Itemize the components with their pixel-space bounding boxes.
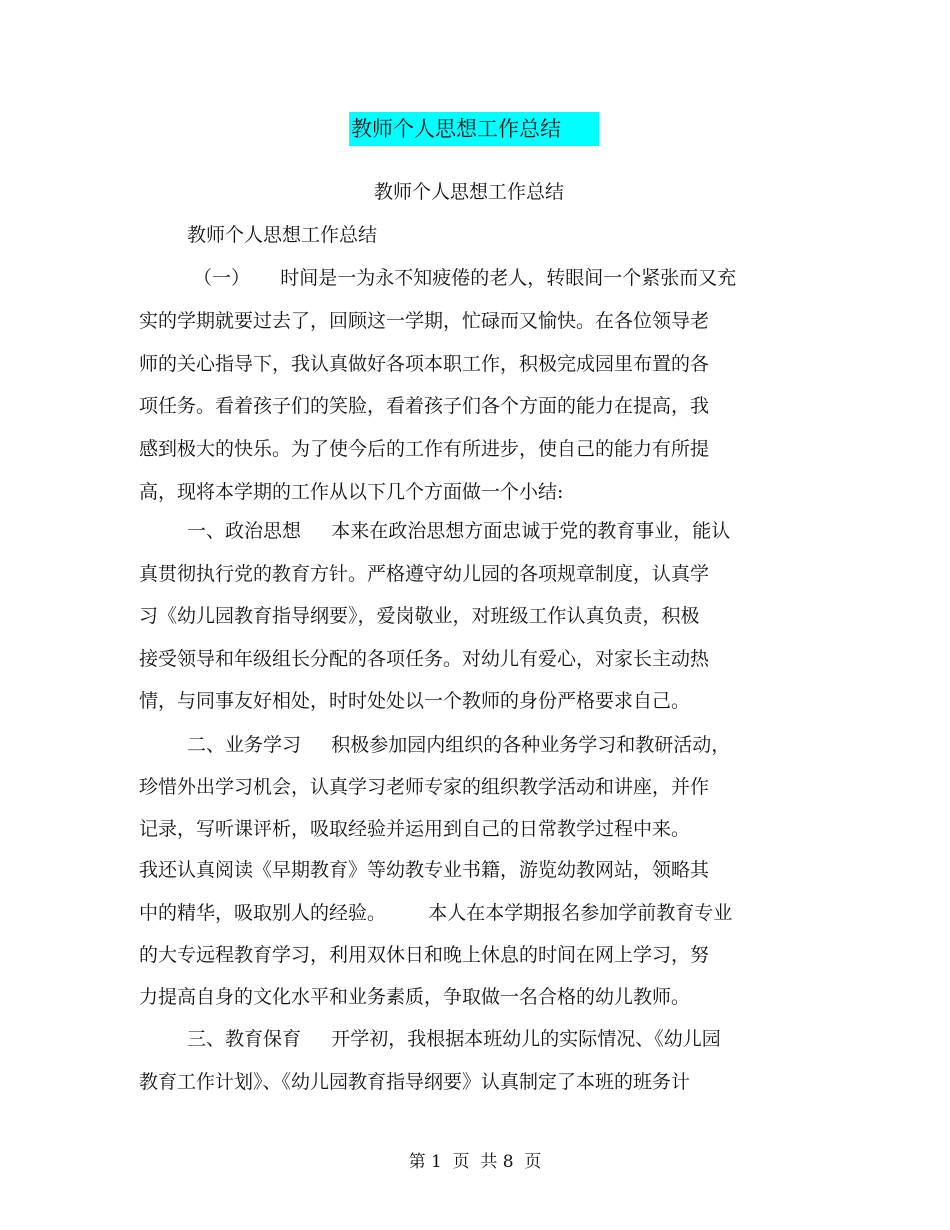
body-line: 的大专远程教育学习，利用双休日和晚上休息的时间在网上学习，努 — [139, 944, 710, 966]
body-line: 我还认真阅读《早期教育》等幼教专业书籍，游览幼教网站，领略其 — [139, 859, 710, 881]
section-heading-line: 一、政治思想 本来在政治思想方面忠诚于党的教育事业，能认 — [187, 520, 731, 542]
document-subtitle: 教师个人思想工作总结 — [373, 181, 564, 203]
body-line: 珍惜外出学习机会，认真学习老师专家的组织教学活动和讲座，并作 — [139, 776, 710, 798]
body-line: 实的学期就要过去了，回顾这一学期，忙碌而又愉快。在各位领导老 — [139, 310, 710, 332]
body-line: 情，与同事友好相处，时时处处以一个教师的身份严格要求自己。 — [139, 690, 691, 712]
section-heading-line: 二、业务学习 积极参加园内组织的各种业务学习和教研活动， — [187, 734, 731, 756]
body-line: 教师个人思想工作总结 — [187, 224, 378, 246]
body-line: 习《幼儿园教育指导纲要》，爱岗敬业，对班级工作认真负责，积极 — [139, 605, 700, 627]
body-line: 力提高自身的文化水平和业务素质，争取做一名合格的幼儿教师。 — [139, 986, 691, 1008]
body-line: 高，现将本学期的工作从以下几个方面做一个小结: — [139, 481, 564, 503]
body-line: 记录，写听课评析，吸取经验并运用到自己的日常教学过程中来。 — [139, 818, 691, 840]
body-line: 师的关心指导下，我认真做好各项本职工作，积极完成园里布置的各 — [139, 353, 710, 375]
body-line: 教育工作计划》、《幼儿园教育指导纲要》认真制定了本班的班务计 — [139, 1071, 691, 1093]
body-line: 真贯彻执行党的教育方针。严格遵守幼儿园的各项规章制度，认真学 — [139, 563, 710, 585]
body-line: 接受领导和年级组长分配的各项任务。对幼儿有爱心，对家长主动热 — [139, 648, 710, 670]
document-title-highlighted: 教师个人思想工作总结 — [349, 112, 599, 146]
page-number-footer: 第 1 页 共 8 页 — [408, 1152, 542, 1172]
body-line: （一） 时间是一为永不知疲倦的老人，转眼间一个紧张而又充 — [187, 267, 737, 289]
section-heading-line: 三、教育保育 开学初，我根据本班幼儿的实际情况、《幼儿园 — [187, 1028, 721, 1050]
body-line: 中的精华，吸取别人的经验。 本人在本学期报名参加学前教育专业 — [139, 902, 733, 924]
body-line: 感到极大的快乐。为了使今后的工作有所进步，使自己的能力有所提 — [139, 438, 710, 460]
body-line: 项任务。看着孩子们的笑脸，看着孩子们各个方面的能力在提高，我 — [139, 395, 710, 417]
